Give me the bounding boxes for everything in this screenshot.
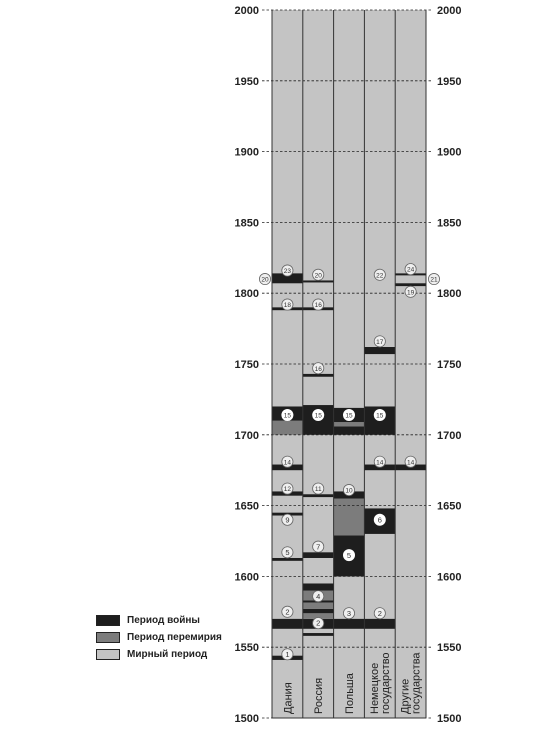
event-marker-label: 14: [283, 459, 292, 467]
event-marker-label: 15: [283, 412, 292, 420]
event-marker-label: 17: [376, 338, 384, 346]
y-tick-label-left: 1650: [234, 500, 259, 513]
legend-item-truce: [96, 629, 222, 646]
legend-label-peace: Мирный период: [127, 649, 208, 660]
y-tick-label-left: 1550: [234, 642, 259, 655]
column-label: Дания: [282, 682, 295, 714]
event-marker-label: 7: [316, 542, 321, 552]
event-marker-label: 12: [283, 486, 292, 494]
event-marker-label: 22: [376, 272, 384, 280]
y-tick-label-left: 2000: [234, 5, 259, 17]
event-marker-label: 3: [346, 608, 352, 618]
edge-marker-label: 21: [430, 276, 438, 284]
event-marker-label: 6: [377, 515, 382, 525]
event-marker-label: 14: [376, 459, 384, 467]
legend-label-war: Период войны: [127, 615, 200, 626]
event-marker-label: 10: [345, 487, 353, 495]
y-tick-label-left: 1950: [234, 75, 259, 88]
event-marker-label: 2: [377, 608, 382, 618]
y-tick-label-right: 1850: [437, 217, 462, 230]
period-bar-truce: [334, 499, 365, 536]
period-bar-war: [303, 374, 334, 377]
period-bar-war: [303, 552, 334, 558]
y-tick-label-right: 1650: [437, 500, 462, 513]
column-label: Другиегосударства: [399, 652, 423, 714]
legend-item-war: [96, 612, 222, 629]
event-marker-label: 15: [345, 412, 353, 420]
edge-marker-label: 20: [261, 276, 269, 284]
y-tick-label-right: 1550: [437, 642, 462, 655]
y-tick-label-right: 1800: [437, 288, 462, 301]
period-bar-war: [303, 494, 334, 497]
column-label: Россия: [313, 677, 326, 714]
event-marker-label: 16: [314, 365, 322, 373]
period-bar-war: [272, 619, 303, 629]
y-tick-label-left: 1850: [234, 217, 259, 230]
event-marker-label: 2: [285, 607, 290, 617]
period-bar-war: [303, 609, 334, 613]
event-marker-label: 11: [314, 486, 322, 494]
period-bar-war: [303, 583, 334, 590]
y-tick-label-left: 1900: [234, 146, 259, 159]
event-marker-label: 19: [406, 289, 415, 297]
event-marker-label: 1: [285, 649, 290, 659]
period-bar-war: [272, 558, 303, 561]
y-tick-label-right: 1750: [437, 359, 462, 371]
event-marker-label: 15: [376, 412, 384, 420]
y-tick-label-right: 1700: [437, 429, 462, 442]
event-marker-label: 20: [314, 272, 322, 280]
legend-swatch-peace: [96, 649, 120, 660]
y-tick-label-left: 1750: [234, 359, 259, 371]
y-tick-label-left: 1800: [234, 288, 259, 301]
period-bar-war: [334, 619, 365, 629]
legend-item-peace: [96, 646, 222, 663]
y-tick-label-left: 1700: [234, 429, 259, 442]
y-tick-label-right: 1900: [437, 146, 462, 159]
y-tick-label-left: 1600: [234, 571, 259, 584]
y-tick-label-right: 1500: [437, 713, 462, 725]
event-marker-label: 24: [406, 266, 415, 274]
legend-swatch-truce: [96, 632, 120, 643]
period-bar-war: [334, 426, 365, 434]
legend-swatch-war: [96, 615, 120, 626]
period-bar-truce: [334, 422, 365, 426]
y-tick-label-left: 1500: [234, 713, 259, 725]
column-label: Польша: [344, 673, 356, 714]
event-marker-label: 9: [285, 515, 290, 525]
event-marker-label: 5: [346, 550, 352, 560]
y-tick-label-right: 1600: [437, 571, 462, 584]
period-bar-truce: [303, 602, 334, 609]
legend-label-truce: Период перемирия: [127, 632, 222, 643]
period-bar-war: [364, 347, 395, 354]
event-marker-label: 18: [283, 302, 292, 310]
event-marker-label: 2: [316, 618, 321, 628]
event-marker-label: 16: [314, 302, 322, 310]
period-bar-war: [303, 633, 334, 636]
event-marker-label: 5: [285, 547, 290, 557]
y-tick-label-right: 1950: [437, 75, 462, 88]
y-tick-label-right: 2000: [437, 5, 462, 17]
legend: [96, 612, 222, 663]
period-bar-war: [395, 283, 426, 286]
period-bar-truce: [272, 421, 303, 435]
event-marker-label: 4: [316, 591, 321, 601]
event-marker-label: 14: [406, 459, 415, 467]
event-marker-label: 23: [283, 268, 292, 276]
period-bar-war: [364, 619, 395, 629]
event-marker-label: 15: [314, 412, 322, 420]
column-label: Немецкоегосударство: [368, 652, 392, 714]
